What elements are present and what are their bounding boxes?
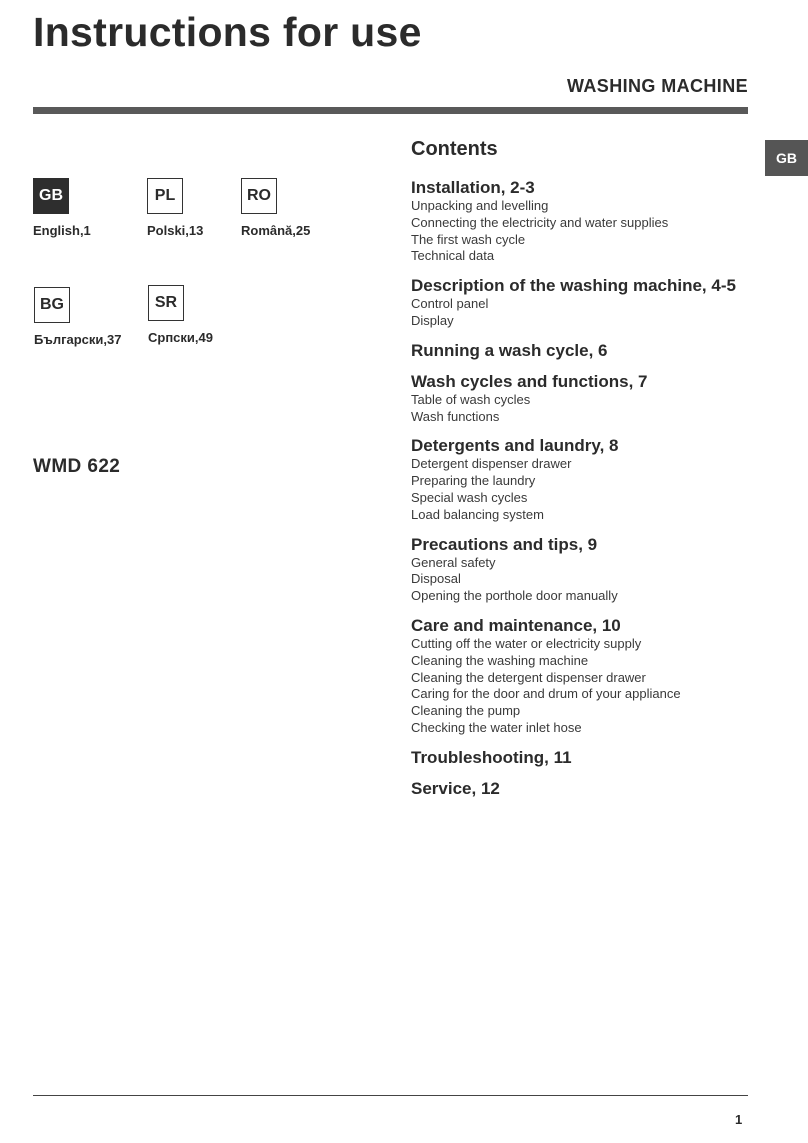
language-label: Српски,49 <box>148 330 213 345</box>
contents-title: Contents <box>411 138 498 160</box>
language-label: Polski,13 <box>147 223 204 238</box>
section-title-link[interactable]: Wash cycles and functions, 7 <box>411 371 648 391</box>
contents-section <box>411 276 751 330</box>
section-item[interactable]: Technical data <box>411 248 495 264</box>
language-entry-bg[interactable] <box>34 287 144 347</box>
page-number: 1 <box>735 1112 743 1127</box>
language-entry-ro[interactable] <box>241 178 351 238</box>
section-item[interactable]: The first wash cycle <box>411 231 526 247</box>
header-rule <box>33 107 748 114</box>
language-code-box[interactable]: BG <box>34 287 70 323</box>
section-item[interactable]: Load balancing system <box>411 506 544 522</box>
section-item[interactable]: General safety <box>411 554 496 570</box>
section-item[interactable]: Connecting the electricity and water supplies <box>411 214 669 230</box>
section-items <box>411 392 751 426</box>
section-item[interactable]: Cleaning the detergent dispenser drawer <box>411 669 646 685</box>
section-item[interactable]: Control panel <box>411 296 489 312</box>
product-type: WASHING MACHINE <box>567 76 748 96</box>
contents-section <box>411 748 751 768</box>
section-item[interactable]: Caring for the door and drum of your appliance <box>411 686 681 702</box>
language-code-box[interactable]: GB <box>33 178 69 214</box>
section-title-link[interactable]: Care and maintenance, 10 <box>411 615 621 635</box>
section-title-link[interactable]: Description of the washing machine, 4-5 <box>411 276 736 296</box>
page-title: Instructions for use <box>33 9 422 55</box>
section-item[interactable]: Cleaning the pump <box>411 703 521 719</box>
section-item[interactable]: Preparing the laundry <box>411 473 536 489</box>
section-item[interactable]: Table of wash cycles <box>411 391 531 407</box>
footer-rule <box>33 1095 748 1096</box>
contents-section <box>411 616 751 737</box>
section-item[interactable]: Unpacking and levelling <box>411 198 549 213</box>
contents-section <box>411 779 751 799</box>
section-item[interactable]: Opening the porthole door manually <box>411 588 618 604</box>
section-title-link[interactable]: Service, 12 <box>411 778 500 798</box>
section-item[interactable]: Display <box>411 312 454 328</box>
section-title-link[interactable]: Detergents and laundry, 8 <box>411 436 619 456</box>
contents-section <box>411 372 751 426</box>
language-code-box[interactable]: RO <box>241 178 277 214</box>
section-item[interactable]: Special wash cycles <box>411 489 528 505</box>
table-of-contents <box>411 137 751 810</box>
contents-section <box>411 341 751 361</box>
language-entry-sr[interactable] <box>148 285 258 345</box>
language-code-box[interactable]: SR <box>148 285 184 321</box>
section-items <box>411 296 751 330</box>
section-item[interactable]: Cutting off the water or electricity supply <box>411 635 642 651</box>
section-title-link[interactable]: Troubleshooting, 11 <box>411 747 572 767</box>
contents-section <box>411 535 751 605</box>
language-code-box[interactable]: PL <box>147 178 183 214</box>
section-title-link[interactable]: Precautions and tips, 9 <box>411 534 598 554</box>
section-title-link[interactable]: Installation, 2-3 <box>411 178 535 197</box>
contents-section <box>411 178 751 265</box>
language-label: Български,37 <box>34 332 122 347</box>
contents-section <box>411 436 751 523</box>
section-items <box>411 636 751 737</box>
model-number: WMD 622 <box>33 456 121 477</box>
section-title-link[interactable]: Running a wash cycle, 6 <box>411 340 608 360</box>
section-item[interactable]: Cleaning the washing machine <box>411 652 589 668</box>
language-entry-gb[interactable] <box>33 178 143 238</box>
section-items <box>411 456 751 523</box>
contents-sections <box>411 178 751 799</box>
section-items <box>411 198 751 265</box>
section-item[interactable]: Detergent dispenser drawer <box>411 456 572 472</box>
language-label: Română,25 <box>241 223 311 238</box>
language-tab-gb: GB <box>765 140 808 176</box>
section-item[interactable]: Wash functions <box>411 408 500 424</box>
section-item[interactable]: Disposal <box>411 571 461 587</box>
section-items <box>411 555 751 605</box>
language-label: English,1 <box>33 223 91 238</box>
section-item[interactable]: Checking the water inlet hose <box>411 719 582 735</box>
